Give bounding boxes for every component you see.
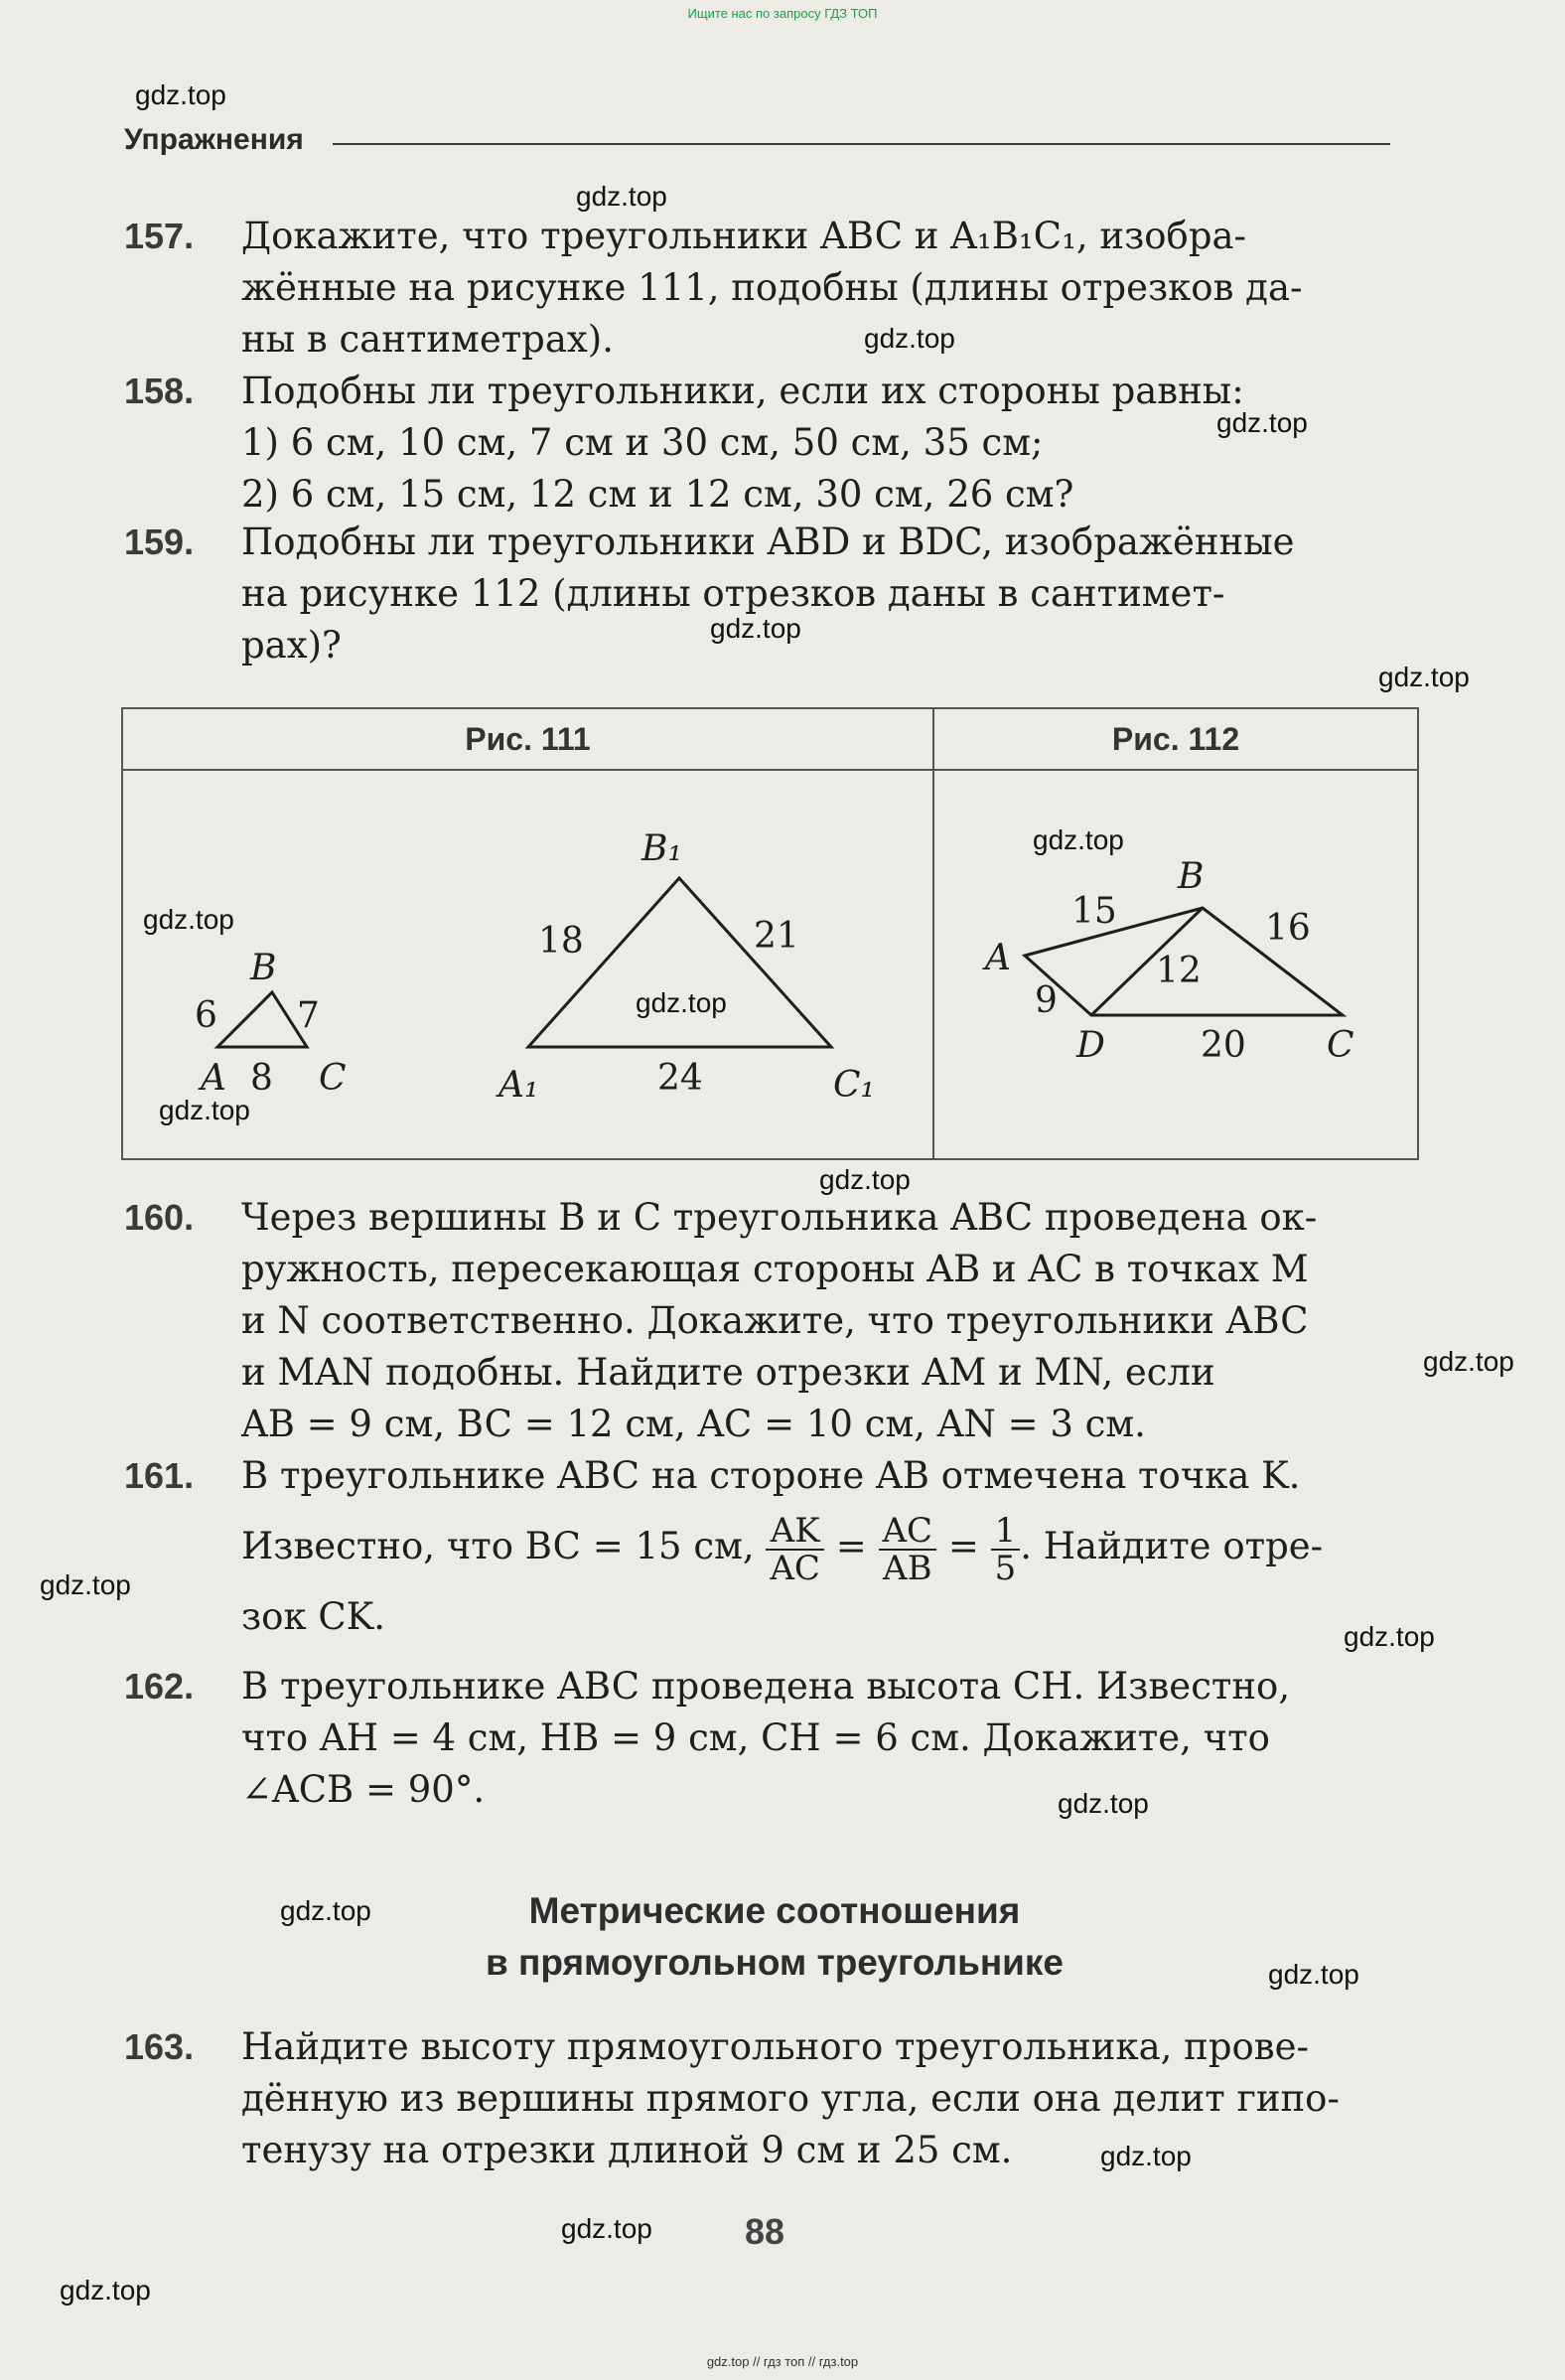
fraction [991,1510,1021,1588]
exercise-163 [124,2021,1415,2176]
exercise-text: В треугольнике ABC на стороне AB отмечена точка K. [241,1454,1301,1497]
vertex-label: B [1178,856,1205,897]
exercise-number: 163. [124,2026,195,2067]
exercise-158 [124,366,1415,521]
fraction-numerator: 1 [991,1513,1021,1551]
fraction [879,1510,937,1588]
exercise-157 [124,211,1415,366]
fraction-denominator: AB [883,1548,932,1588]
equals-sign: = [835,1525,867,1567]
watermark: gdz.top [636,987,727,1018]
fraction-denominator: AC [770,1548,820,1588]
fraction-numerator: AK [766,1513,824,1551]
fraction-denominator: 5 [994,1548,1017,1588]
exercise-number: 158. [124,371,195,411]
exercise-text: Через вершины B и C треугольника ABC проведена ок- [241,1196,1318,1239]
exercise-text: и MAN подобны. Найдите отрезки AM и MN, если [241,1351,1215,1394]
exercise-159 [124,517,1415,671]
figure-112-title: Рис. 112 [1111,721,1240,757]
exercise-text: что AH = 4 см, HB = 9 см, CH = 6 см. Докажите, что [241,1716,1270,1759]
exercise-text: 2) 6 см, 15 см, 12 см и 12 см, 30 см, 26 см? [241,473,1074,516]
exercise-162 [124,1661,1415,1816]
exercise-161 [124,1450,1415,1643]
watermark: gdz.top [819,1164,911,1195]
watermark: gdz.top [576,181,667,212]
watermark: gdz.top [864,323,955,354]
exercise-text: на рисунке 112 (длины отрезков даны в сантимет- [241,572,1225,615]
fraction [766,1510,824,1588]
fraction-numerator: AC [879,1513,937,1551]
exercise-text: Подобны ли треугольники, если их стороны равны: [241,370,1244,412]
subsection-heading [377,1885,1172,1989]
side-length: 20 [1201,1025,1246,1066]
bottom-banner: gdz.top // гдз топ // гдз.top [706,2354,859,2369]
watermark: gdz.top [135,79,226,110]
watermark: gdz.top [1423,1346,1514,1377]
watermark: gdz.top [40,1569,131,1600]
subsection-heading-line: Метрические соотношения [528,1890,1021,1931]
side-length: 15 [1071,891,1117,932]
exercise-text: тенузу на отрезки длиной 9 см и 25 см. [241,2129,1013,2171]
watermark: gdz.top [1344,1621,1435,1652]
vertex-label: C [319,1058,347,1099]
section-title: Упражнения [124,123,304,156]
exercise-text: В треугольнике ABC проведена высота CH. Известно, [241,1665,1291,1708]
side-length: 6 [195,995,217,1036]
exercise-text: . Найдите отре- [1020,1525,1324,1567]
vertex-label: A₁ [498,1065,539,1106]
watermark: gdz.top [1033,824,1124,855]
watermark: gdz.top [561,2213,652,2244]
exercise-text: жённые на рисунке 111, подобны (длины отрезков да- [241,266,1303,309]
vertex-label: B [250,948,277,988]
watermark: gdz.top [143,904,234,935]
exercise-text: ружность, пересекающая стороны AB и AC в точках M [241,1248,1309,1290]
exercise-text: Докажите, что треугольники ABC и A₁B₁C₁, изобра- [241,215,1247,257]
exercise-number: 159. [124,521,195,562]
watermark: gdz.top [1100,2141,1192,2171]
top-banner: Ищите нас по запросу ГДЗ ТОП [687,6,878,21]
figures-drawing [123,709,1417,1158]
exercise-text: Известно, что BC = 15 см, [241,1525,755,1567]
vertex-label: C [1327,1025,1354,1066]
side-length: 12 [1156,951,1202,991]
watermark: gdz.top [1378,662,1470,692]
watermark: gdz.top [60,2275,151,2306]
exercise-number: 161. [124,1455,195,1496]
exercise-text-with-fraction [241,1502,1415,1591]
watermark: gdz.top [710,613,801,644]
exercise-text: рах)? [241,624,342,667]
watermark: gdz.top [1268,1959,1359,1990]
exercise-text: 1) 6 см, 10 см, 7 см и 30 см, 50 см, 35 см; [241,421,1044,464]
equals-sign: = [947,1525,979,1567]
vertex-label: A [985,938,1011,978]
watermark: gdz.top [1216,407,1308,438]
watermark: gdz.top [159,1095,250,1125]
small-triangle [217,992,307,1047]
exercise-number: 160. [124,1197,195,1238]
side-length: 16 [1265,908,1311,949]
side-length: 24 [657,1058,703,1099]
subsection-heading-line: в прямоугольном треугольнике [485,1942,1065,1983]
vertex-label: D [1076,1025,1105,1066]
section-divider [333,143,1390,145]
vertex-label: B₁ [641,828,682,869]
side-length: 18 [538,921,584,962]
exercise-text: зок CK. [241,1595,386,1638]
vertex-label: A [201,1058,226,1099]
figure-111-title: Рис. 111 [465,721,591,757]
side-length: 8 [250,1058,273,1099]
exercise-number: 157. [124,216,195,256]
watermark: gdz.top [1058,1788,1149,1819]
exercise-text: Подобны ли треугольники ABD и BDC, изображённые [241,521,1295,563]
page-number: 88 [745,2211,785,2252]
exercise-text: и N соответственно. Докажите, что треугольники ABC [241,1299,1309,1342]
exercise-text: Найдите высоту прямоугольного треугольника, прове- [241,2025,1310,2068]
exercise-text: ∠ACB = 90°. [241,1768,486,1811]
side-length: 9 [1035,980,1058,1021]
figures-panel [121,707,1419,1160]
side-length: 7 [297,995,320,1036]
side-length: 21 [754,916,799,957]
exercise-number: 162. [124,1666,195,1707]
exercise-text: ны в сантиметрах). [241,318,614,361]
exercise-160 [124,1192,1415,1450]
vertex-label: C₁ [833,1065,875,1106]
exercise-text: дённую из вершины прямого угла, если она делит гипо- [241,2077,1340,2120]
large-triangle [528,878,831,1047]
watermark: gdz.top [280,1895,371,1926]
exercise-text: AB = 9 см, BC = 12 см, AC = 10 см, AN = 3 см. [241,1403,1146,1445]
